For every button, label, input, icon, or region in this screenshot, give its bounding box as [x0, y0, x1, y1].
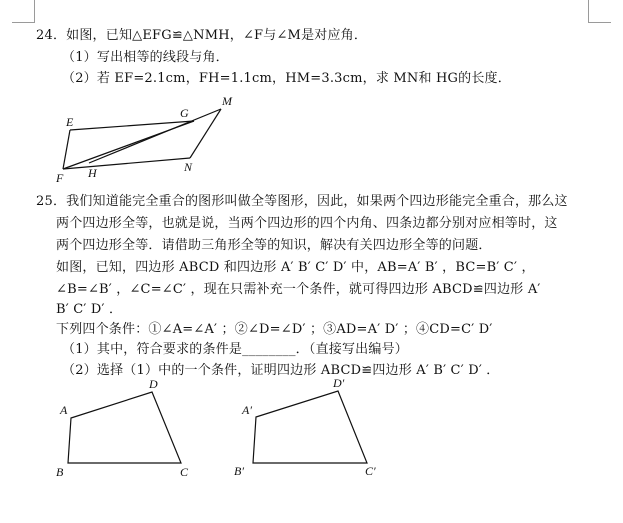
- label-e: E: [66, 115, 74, 129]
- label-b: B: [56, 465, 64, 479]
- q25-line5: ∠B=∠B′ ，∠C=∠C′ ，现在只需补充一个条件，就可得四边形 ABCD≌四边形 A′: [56, 282, 541, 297]
- q25-line3: 两个四边形全等．请借助三角形全等的知识，解决有关四边形全等的问题．: [56, 238, 492, 253]
- label-m: M: [222, 94, 232, 108]
- q24-figure: [50, 92, 240, 184]
- segment-eg: [70, 121, 194, 130]
- q25-conditions: 下列四个条件：①∠A=∠A′ ；②∠D=∠D′ ；③AD=A′ D′ ；④CD=C′ D′: [56, 322, 493, 337]
- margin-corner-mark: [588, 0, 611, 23]
- label-b-prime: B′: [234, 464, 244, 478]
- label-n: N: [184, 160, 193, 174]
- label-h: H: [88, 166, 97, 180]
- q25-line6: B′ C′ D′ ．: [56, 302, 123, 317]
- label-a: A: [60, 403, 68, 417]
- quadrilateral-a1b1c1d1-figure: [234, 374, 384, 482]
- segment-hm: [89, 109, 221, 163]
- label-f: F: [56, 171, 64, 184]
- label-d: D: [149, 378, 158, 391]
- q25-part1: （1）其中，符合要求的条件是________．（直接写出编号）: [62, 342, 408, 357]
- quadrilateral-a1b1c1d1: [253, 391, 367, 463]
- label-g: G: [180, 106, 189, 120]
- segment-fn: [63, 158, 190, 169]
- label-d-prime: D′: [333, 376, 345, 390]
- q25-line2: 两个四边形全等，也就是说，当两个四边形的四个内角、四条边都分别对应相等时，这: [56, 216, 558, 231]
- q24-part1: （1）写出相等的线段与角．: [62, 50, 229, 65]
- margin-corner-mark: [12, 0, 35, 23]
- q25-line1: 25．我们知道能完全重合的图形叫做全等图形，因此，如果两个四边形能完全重合，那么这: [36, 194, 568, 209]
- q25-line4: 如图，已知，四边形 ABCD 和四边形 A′ B′ C′ D′ 中，AB=A′ B′ ，BC=B′ C′ ，: [56, 260, 535, 275]
- segment-nm: [190, 109, 221, 158]
- q25-part2: （2）选择（1）中的一个条件，证明四边形 ABCD≌四边形 A′ B′ C′ D′ ．: [62, 363, 500, 378]
- q24-title: 24．如图，已知△EFG≌△NMH，∠F与∠M是对应角．: [36, 28, 368, 43]
- quadrilateral-abcd: [68, 392, 181, 463]
- quadrilateral-abcd-figure: [54, 378, 204, 482]
- label-a-prime: A′: [242, 403, 252, 417]
- label-c: C: [180, 465, 189, 479]
- label-c-prime: C′: [365, 464, 376, 478]
- q24-part2: （2）若 EF=2.1cm，FH=1.1cm，HM=3.3cm，求 MN和 HG的长度．: [62, 71, 511, 86]
- segment-ef: [63, 130, 70, 169]
